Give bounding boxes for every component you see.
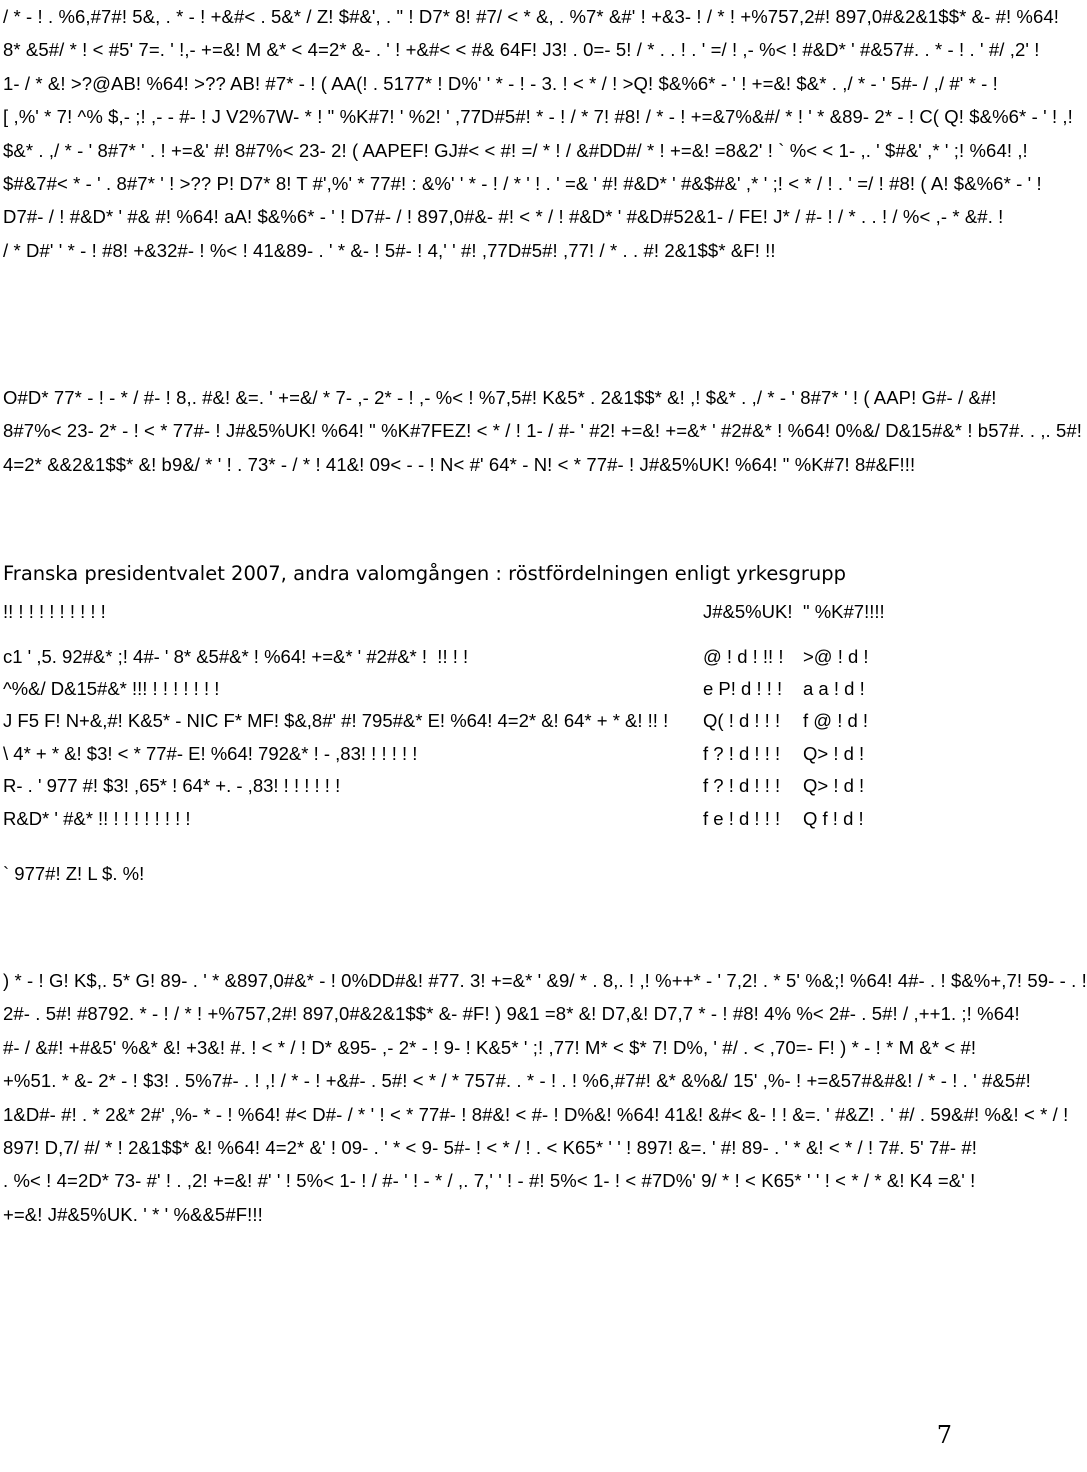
text-line: 8* &5#/ * ! < #5' 7=. ' !,- +=&! M &* < 4=2* &- . ' ! +&#< < #& 64F! J3! . 0=- 5! / * . . ! . ' =/ ! ,- %< ! #&D* ' #&57#. . * - ! . ' #/ ,2' ! (3, 39, 1040, 61)
row-value-2: Q> ! d ! (803, 743, 865, 764)
row-value-1: f ? ! d ! ! ! (703, 775, 781, 796)
text-line: . %< ! 4=2D* 73- #' ! . ,2! +=&! #' ' ! 5%< 1- ! / #- ' ! - * / ,. 7,' ' ! - #! 5%< 1- ! < #7D%' 9/ * ! < K65* ' ' ! < * / * &! K4 =&' ! (3, 1170, 976, 1192)
row-value-2: f @ ! d ! (803, 710, 869, 731)
page-number: 7 (936, 1421, 952, 1449)
table-row (3, 641, 955, 673)
table-row (3, 770, 955, 802)
row-label: R- . ' 977 #! $3! ,65* ! 64* +. - ,83! ! ! ! ! ! ! (3, 775, 341, 796)
row-label: \ 4* + * &! $3! < * 77#- E! %64! 792&* ! - ,83! ! ! ! ! ! (3, 743, 418, 764)
table-row (3, 705, 955, 737)
table-source-note: ` 977#! Z! L $. %! (3, 863, 145, 884)
text-line: O#D* 77* - ! - * / #- ! 8,. #&! &=. ' +=&/ * 7- ,- 2* - ! ,- %< ! %7,5#! K&5* . 2&1$$* &! ,! $&* . ,/ * - ' 8#7* ' ! ( AAP! G#- / &#! (3, 387, 997, 408)
table-note (3, 858, 955, 890)
text-line: +%51. * &- 2* - ! $3! . 5%7#- . ! ,! / * - ! +&#- . 5#! < * / * 757#. . * - ! . ! %6,#7#! &* &%&/ 15' ,%- ! +=&57#&#&! / * - ! . ' #&5#! (3, 1070, 1031, 1092)
text-line: D7#- / ! #&D* ' #& #! %64! aA! $&%6* - ' ! D7#- / ! 897,0#&- #! < * / ! #&D* ' #&D#52&1- / FE! J* / #- ! / * . . ! / %< ,- * &#. ! (3, 206, 1004, 228)
text-line: / * - ! . %6,#7#! 5&, . * - ! +&#< . 5&* / Z! $#&', . " ! D7* 8! #7/ < * &, . %7* &#' ! +&3- ! / * ! +%757,2#! 897,0#&2&1$$* &- #! %64! (3, 6, 1060, 27)
text-line: 1- / * &! >?@AB! %64! >?? AB! #7* - ! ( AA(! . 5177* ! D%' ' * - ! - 3. ! < * / ! >Q! $&%6* - ' ! +=&! $&* . ,/ * - ' 5#- / ,/ #' * - ! (3, 72, 998, 94)
text-line: $#&7#< * - ' . 8#7* ' ! >?? P! D7* 8! T #',%' * 77#! : &%' ' * - ! / * ' ! . ' =& ' #! #&D* ' #&$#&' ,* ' ;! < * / ! . ' =/ ! #8! ( A! $&%6* - ' ! (3, 172, 1042, 194)
text-line: [ ,%' * 7! ^% $,- ;! ,- - #- ! J V2%7W- * ! " %K#7! ' %2! ' ,77D#5#! * - ! / * 7! #8! / * - ! +=&7%&#/ * ! ' * &89- 2* - ! C( Q! $&%6* - ' ! ,! (3, 106, 1073, 128)
table-header-label: !! ! ! ! ! ! ! ! ! ! (3, 601, 106, 622)
table-header-row (3, 596, 955, 628)
table-row (3, 673, 955, 705)
text-line: $&* . ,/ * - ' 8#7* ' . ! +=&' #! 8#7%< 23- 2! ( AAPEF! GJ#< < #! =/ * ! / &#DD#/ * ! +=&! =8&2' ! ` %< < 1- ,. ' $#&' ,* ' ;! %64! ,! (3, 139, 1028, 161)
table-header-col-2: " %K#7!!!! (803, 601, 885, 622)
table-row (3, 803, 955, 835)
text-line: +=&! J#&5%UK. ' * ' %&&5#F!!! (3, 1203, 263, 1225)
text-line: 897! D,7/ #/ * ! 2&1$$* &! %64! 4=2* &' ! 09- . ' * < 9- 5#- ! < * / ! . < K65* ' ' ! 897! &=. ' #! 89- . ' * &! < * / ! 7#. 5' 7#- #! (3, 1136, 977, 1158)
row-label: ^%&/ D&15#&* !!! ! ! ! ! ! ! ! (3, 678, 220, 699)
row-value-1: Q( ! d ! ! ! (703, 710, 781, 731)
row-label: R&D* ' #&* !! ! ! ! ! ! ! ! ! (3, 808, 191, 829)
row-value-2: a a ! d ! (803, 678, 865, 699)
row-value-2: Q f ! d ! (803, 808, 864, 829)
row-label: J F5 F! N+&,#! K&5* - NIC F* MF! $&,8#' #! 795#&* E! %64! 4=2* &! 64* + * &! !! ! (3, 710, 669, 731)
paragraph-3 (3, 964, 1087, 1231)
row-value-2: Q> ! d ! (803, 775, 865, 796)
text-line: 8#7%< 23- 2* - ! < * 77#- ! J#&5%UK! %64! " %K#7FEZ! < * / ! 1- / #- ' #2! +=&! +=&* ' #2#&* ! %64! 0%&/ D&15#&* ! b57#. . ,. 5#! (3, 420, 1083, 442)
text-line: 1&D#- #! . * 2&* 2#' ,%- * - ! %64! #< D#- / * ' ! < * 77#- ! 8#&! < #- ! D%&! %64! 41&! &#< &- ! ! &=. ' #&Z! . ' #/ . 59&#! %&! < * / ! (3, 1103, 1069, 1125)
paragraph-2 (3, 381, 1083, 481)
table-header-col-1: J#&5%UK! (703, 601, 793, 622)
row-value-1: e P! d ! ! ! (703, 678, 783, 699)
row-value-2: >@ ! d ! (803, 646, 869, 667)
row-label: c1 ' ,5. 92#&* ;! 4#- ' 8* &5#&* ! %64! +=&* ' #2#&* ! !! ! ! (3, 646, 469, 667)
text-line: ) * - ! G! K$,. 5* G! 89- . ' * &897,0#&* - ! 0%DD#&! #77. 3! +=&* ' &9/ * . 8,. ! ,! %++* - ' 7,2! . * 5' %&;! %64! 4#- . ! $&%+,7! 59- - . ! (3, 970, 1087, 991)
text-line: 4=2* &&2&1$$* &! b9&/ * ' ! . 73* - / * ! 41&! 09< - - ! N< #' 64* - N! < * 77#- ! J#&5%UK! %64! " %K#7! 8#&F!!! (3, 453, 916, 475)
row-value-1: f e ! d ! ! ! (703, 808, 781, 829)
row-value-1: f ? ! d ! ! ! (703, 743, 781, 764)
text-line: #- / &#! +#&5' %&* &! +3&! #. ! < * / ! D* &95- ,- 2* - ! 9- ! K&5* ' ;! ,77! M* < $* 7! D%, ' #/ . < ,70=- F! ) * - ! * M &* < #! (3, 1036, 977, 1058)
table-row (3, 738, 955, 770)
text-line: 2#- . 5#! #8792. * - ! / * ! +%757,2#! 897,0#&2&1$$* &- #F! ) 9&1 =8* &! D7,&! D7,7 * - ! #8! 4% %< 2#- . 5#! / ,++1. ;! %64! (3, 1003, 1020, 1025)
table-title: Franska presidentvalet 2007, andra valomgången : röstfördelningen enligt yrkesgrupp (3, 562, 847, 585)
text-line: / * D#' ' * - ! #8! +&32#- ! %< ! 41&89- . ' * &- ! 5#- ! 4,' ' #! ,77D#5#! ,77! / * . . #! 2&1$$* &F! !! (3, 239, 776, 261)
paragraph-1 (3, 0, 1073, 267)
row-value-1: @ ! d ! !! ! (703, 646, 784, 667)
